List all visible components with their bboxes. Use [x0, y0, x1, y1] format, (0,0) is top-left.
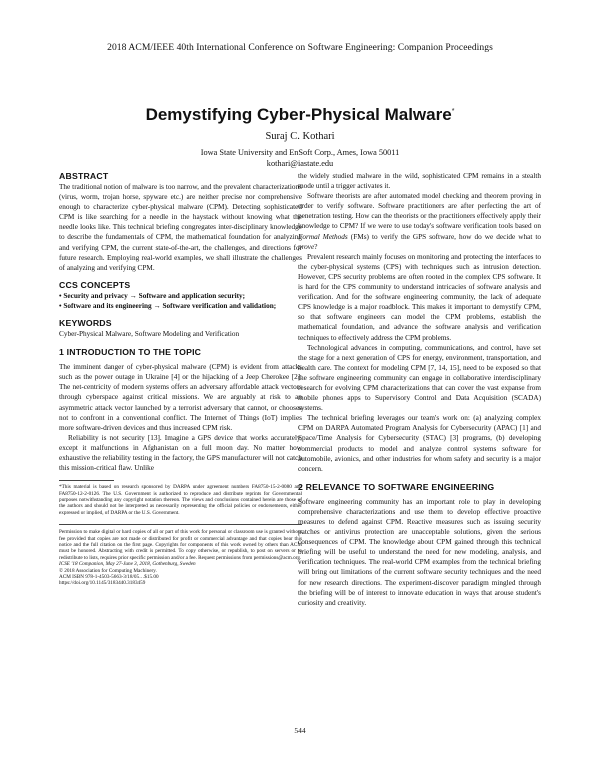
prove-term: prove — [298, 242, 315, 251]
funding-footnote: *This material is based on research sponsored by DARPA under agreement numbers FA8750-15-2-0080 and FA8750-12-2-0126. The U.S. Government is authorized to reproduce and distribute reprints for Governmental purposes notwithstanding any copyright notation thereon. The views and conclusions contained herein are those of the authors and should not be interpreted as necessarily representing the official policies or endorsements, either expressed or implied, of DARPA or the U.S. Government. — [59, 484, 302, 516]
section-1-paragraph-2: Reliability is not security [13]. Imagine a GPS device that works accurately, except it malfunctions in Afghanistan on a full moon day. No matter how exhaustive the reliability testing in the factory, the GPS manufacturer will not catch this mission-critical flaw. Unlike — [59, 433, 302, 473]
section-2-heading: 2 RELEVANCE TO SOFTWARE ENGINEERING — [298, 481, 495, 492]
author-name: Suraj C. Kothari — [265, 131, 335, 142]
right-paragraph-3: Prevalent research mainly focuses on monitoring and protecting the interfaces to the cyber-physical systems (CPS) with techniques such as intrusion detection. However, CPS security problems are often rooted in the complex CPS software. It is hard for the CPS community to understand intricacies of software analysis and verification. And for the software engineering community, the lack of adequate CPS knowledge is a major roadblock. This makes it important to demystify CPM, so that software engineers can model the CPM problems, establish the mathematical foundation, and advance the software analysis and verification techniques to effectively address the CPM problems. — [298, 252, 541, 342]
title-footnote-mark: * — [451, 108, 455, 115]
isbn-line: ACM ISBN 978-1-4503-5663-3/18/05…$15.00 — [59, 574, 159, 581]
right-paragraph-2 — [298, 191, 541, 252]
right-paragraph-1: the widely studied malware in the wild, sophisticated CPM remains in a stealth mode until a trigger activates it. — [298, 172, 541, 191]
ccs-concept-2: • Software and its engineering → Software verification and validation; — [59, 301, 277, 310]
permission-notice: Permission to make digital or hard copies of all or part of this work for personal or classroom use is granted without fee provided that copies are not made or distributed for profit or commercial advantage and that copies bear this notice and the full citation on the first page. Copyrights for components of this work owned by others than ACM must be honored. Abstracting with credit is permitted. To copy otherwise, or republish, to post on servers or to redistribute to lists, requires prior specific permission and/or a fee. Request permissions from permissions@acm.org. — [59, 529, 302, 561]
section-1-paragraph-1: The imminent danger of cyber-physical malware (CPM) is evident from attacks such as the power outage in Ukraine [4] or the hijacking of a Jeep Cherokee [2]. The net-centricity of modern systems offers an adversary affordable attack vectors through cyberspace against critical missions. We are arguably at risk to an asymmetric attack vector launched by a terrorist adversary that cannot, or chooses not to confront in a conventional conflict. The Internet of Things (IoT) implies more software-driven devices and thus increased CPM risk. — [59, 363, 302, 432]
section-2-paragraph-1: Software engineering community has an important role to play in developing comprehensive characterizations and use them to develop effective proactive measures to defend against CPM. Reactive measures such as issuing security patches or antivirus protection are unacceptable solutions, given the serious consequences of CPM. The knowledge about CPM gained through this technical briefing will be useful to understand the need for new modeling, analysis, and verification techniques. The real-world CPM examples from the technical briefing will bring out limitations of the current software security techniques and the need for new research directions. The experiment-discover paradigm mingled through the briefing will be of interest to innovate education in ways that arouse student's curiosity and creativity. — [298, 497, 541, 607]
keywords-heading: KEYWORDS — [59, 318, 112, 329]
formal-methods-term: Formal Methods — [298, 232, 348, 241]
keywords-text: Cyber-Physical Malware, Software Modeling and Verification — [59, 330, 240, 339]
affiliation: Iowa State University and EnSoft Corp., Ames, Iowa 50011 — [200, 148, 400, 157]
right-paragraph-4: Technological advances in computing, communications, and control, have set the stage for a next generation of CPS for energy, environment, transportation, and health care. The context for modeling CPM [7, 14, 15], need to be exposed so that the software engineering community can engage in collaborative interdisciplinary research for evolving CPM characterizations that can cover the vast expanse from mobile phones apps to Supervisory Control and Data Acquisition (SCADA) systems. — [298, 343, 541, 413]
conference-header: 2018 ACM/IEEE 40th International Conference on Software Engineering: Companion Proceedings — [107, 42, 493, 53]
abstract-text: The traditional notion of malware is too narrow, and the prevalent characterizations (virus, worm, trojan horse, spyware etc.) are neither precise nor comprehensive enough to characterize cyber-physical malware (CPM). Detecting sophisticated CPM is like searching for a needle in the haystack without knowing what the needle looks like. This technical briefing congregates inter-disciplinary knowledge to describe the fundamentals of CPM, the mathematical foundation for analyzing and verifying CPM, the current state-of-the-art, the challenges, and directions for future research. Employing real-world examples, we shall illustrate the challenges of analyzing and verifying CPM. — [59, 183, 302, 272]
page-number: 544 — [294, 726, 306, 735]
footnote-rule — [59, 480, 114, 481]
right-paragraph-2-c: ? — [314, 242, 318, 251]
author-block — [0, 148, 600, 169]
venue-text: ICSE '18 Companion, May 27-June 3, 2018, Gothenburg, Sweden — [59, 561, 196, 568]
doi-link[interactable]: https://doi.org/10.1145/3183440.3183459 — [59, 580, 146, 587]
author-email: kothari@iastate.edu — [266, 158, 334, 168]
section-1-heading: 1 INTRODUCTION TO THE TOPIC — [59, 347, 202, 358]
permission-block — [59, 524, 302, 587]
right-column — [298, 171, 541, 608]
right-paragraph-2-a: Software theorists are after automated model checking and theorem proving in order to verify software. Software practitioners are after perfecting the art of penetration testing. How can the theorists or the practitioners effectively apply their knowledge to CPM? If we were to use today's software verification tools based on — [298, 192, 541, 231]
abstract-heading: ABSTRACT — [59, 171, 109, 181]
paper-title-text: Demystifying Cyber-Physical Malware — [145, 105, 452, 124]
right-paragraph-2-b: (FMs) to verify the GPS software, how do we decide what to — [347, 232, 542, 241]
ccs-concept-1: • Security and privacy → Software and application security; — [59, 291, 246, 300]
left-column — [59, 171, 302, 587]
paper-title — [0, 105, 600, 125]
copyright-line: © 2018 Association for Computing Machinery. — [59, 567, 157, 574]
ccs-heading: CCS CONCEPTS — [59, 279, 131, 290]
right-paragraph-5: The technical briefing leverages our team's work on: (a) analyzing complex CPM on DARPA Automated Program Analysis for Cybersecurity (APAC) [1] and Space/Time Analysis for Cybersecurity (STAC) [3] programs, (b) developing commercial products to model and analyze control systems software for automobile, avionics, and other industries for whom safety and security is a major concern. — [298, 414, 541, 473]
